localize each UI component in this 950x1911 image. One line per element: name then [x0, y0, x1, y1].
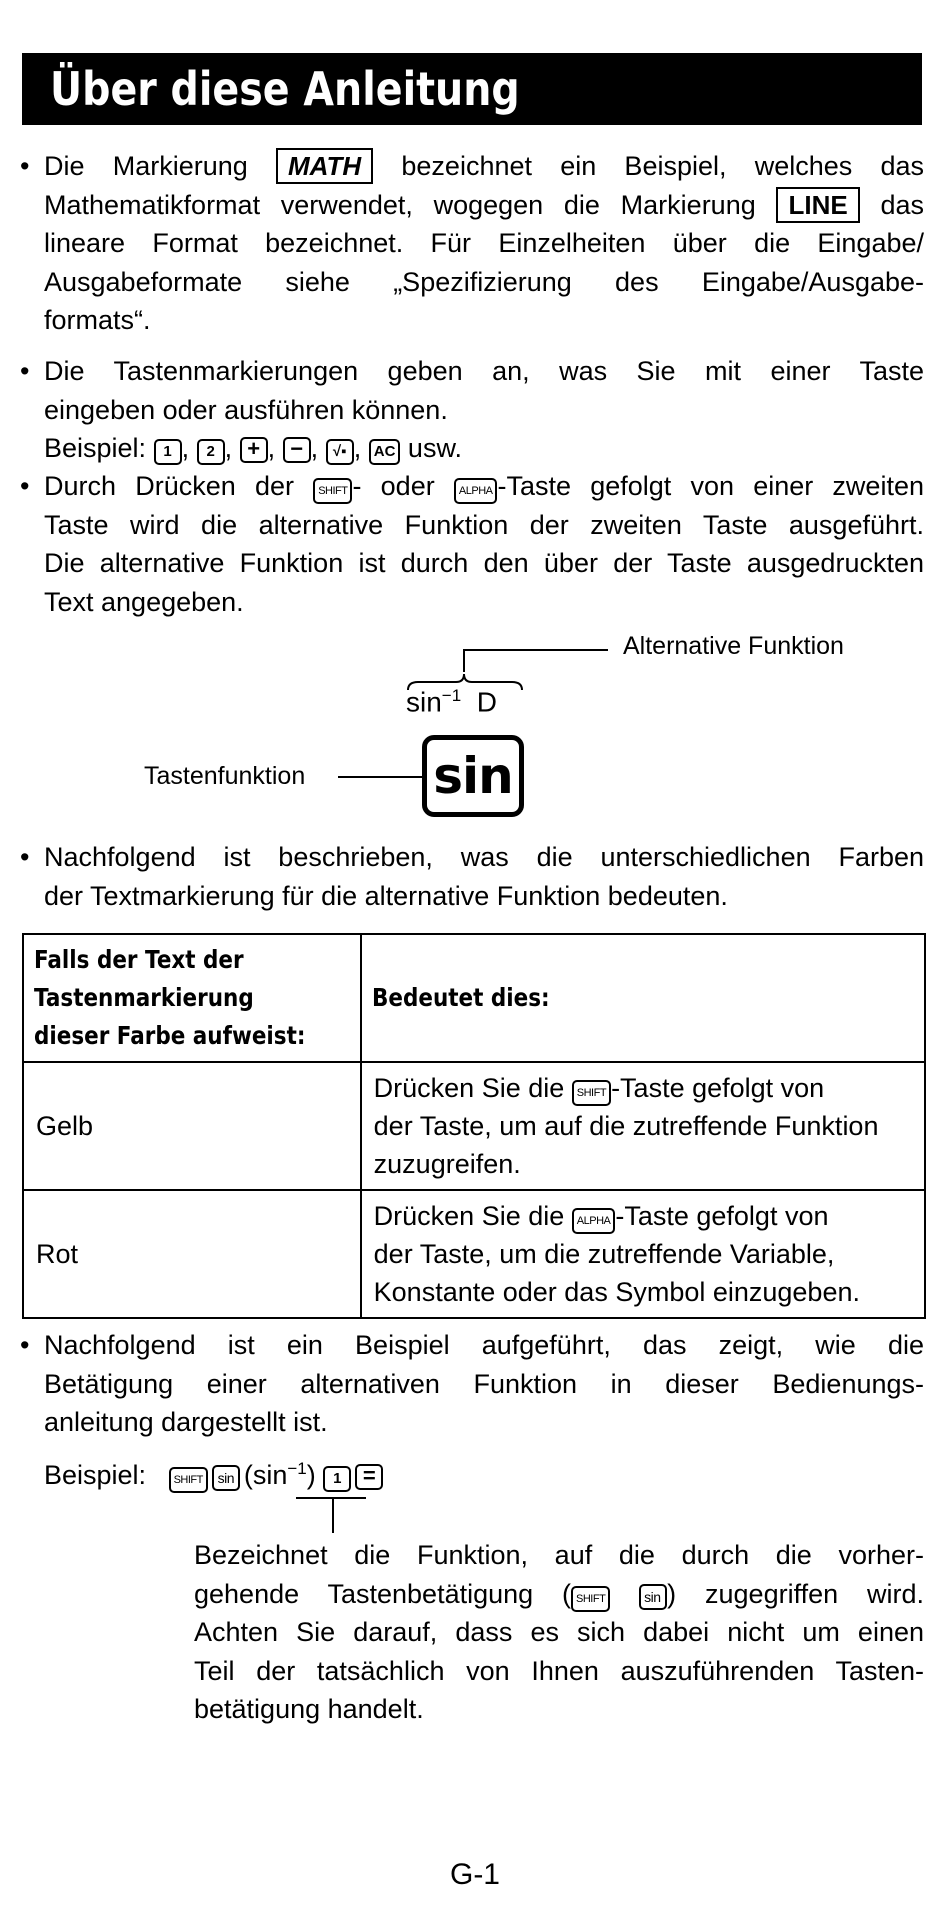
table-cell-meaning: Drücken Sie die ALPHA -Taste gefolgt von der Taste, um die zutreffende Variable, Konstante oder das Symbol einzugeben. [361, 1190, 925, 1318]
table-cell-meaning: Drücken Sie die SHIFT -Taste gefolgt von der Taste, um auf die zutreffende Funktion zuzugreifen. [361, 1062, 925, 1190]
table-header-meaning: Bedeutet dies: [361, 934, 925, 1062]
table-header-row [23, 934, 925, 1062]
key-sqrt-icon: √▪ [326, 439, 354, 465]
bullet-color-meaning: • Nachfolgend ist beschrieben, was die unterschiedlichen Farben der Textmarkierung für die alternative Funktion bedeuten. [20, 838, 924, 915]
shift-key-icon: SHIFT [572, 1080, 611, 1106]
table-row [23, 1062, 925, 1190]
key-two-icon: 2 [197, 439, 225, 465]
shift-key-icon: SHIFT [169, 1467, 208, 1493]
shift-key-icon: SHIFT [313, 478, 352, 504]
example-key-sequence: Beispiel: SHIFT $\sin (\sin^{-1}) 1$ = [44, 1459, 387, 1493]
table-cell-color: Gelb [23, 1062, 361, 1190]
key-minus-icon: − [283, 437, 311, 463]
key-one-icon: 1 [323, 1466, 351, 1492]
sin-key-small-icon: sin [212, 1465, 240, 1491]
page-number: G-1 [449, 1858, 500, 1891]
section-title: Über diese Anleitung [22, 53, 922, 125]
key-function-diagram [0, 620, 950, 840]
bullet-dot: • [20, 151, 30, 181]
bullet-dot: • [20, 471, 30, 501]
example-leader-line [332, 1497, 334, 1533]
bullet-dot: • [20, 356, 30, 386]
sin-key-small-icon: sin [639, 1584, 667, 1610]
example-description: Bezeichnet die Funktion, auf die durch die vorher- gehende Tastenbetätigung ( SHIFT sin ) zugegriffen wird. Achten Sie darauf, dass es sich dabei nicht um einen Teil der tatsächlich von Ihnen auszuführenden Tasten- betätigung handelt. [194, 1540, 924, 1724]
key-ac-icon: AC [369, 439, 401, 465]
table-cell-color: Rot [23, 1190, 361, 1318]
bullet-dot: • [20, 1330, 30, 1360]
alternative-function-label: Alternative Funktion [623, 632, 844, 660]
alpha-key-icon: ALPHA [572, 1208, 616, 1234]
example-underline [296, 1497, 366, 1499]
key-equals-icon: = [355, 1464, 383, 1490]
color-meaning-table [22, 933, 926, 1319]
key-plus-icon: + [240, 437, 268, 463]
table-row [23, 1190, 925, 1318]
alternative-function-text: $\sin^{-1} D$ [406, 686, 497, 718]
shift-key-icon: SHIFT [571, 1586, 610, 1612]
sin-key-icon: sin [422, 735, 524, 817]
line-marker: LINE [776, 187, 859, 223]
bullet-key-markings: • Die Tastenmarkierungen geben an, was Sie mit einer Taste eingeben oder ausführen können. Beispiel: 1 , 2 , + , − , √▪ , AC usw. [20, 352, 924, 468]
bullet-alternative-function: • Durch Drücken der SHIFT - oder ALPHA -Taste gefolgt von einer zweiten Taste wird die alternative Funktion der zweiten Taste ausgeführt. Die alternative Funktion ist durch den über der Taste ausgedruckten Text angegeben. [20, 467, 924, 621]
key-examples: Beispiel: 1 , 2 , + , − , √▪ , AC usw. [44, 433, 462, 463]
bullet-example-notation: • Nachfolgend ist ein Beispiel aufgeführt, das zeigt, wie die Betätigung einer alternativen Funktion in dieser Bedienungs- anleitung dargestellt ist. [20, 1326, 924, 1442]
bullet-dot: • [20, 842, 30, 872]
key-function-label: Tastenfunktion [144, 762, 306, 790]
math-marker: MATH [276, 148, 373, 184]
table-header-condition: Falls der Text der Tastenmarkierung dieser Farbe aufweist: [23, 934, 361, 1062]
alpha-key-icon: ALPHA [454, 478, 498, 504]
key-one-icon: 1 [154, 439, 182, 465]
bullet-format-markers: • Die Markierung MATH bezeichnet ein Beispiel, welches das Mathematikformat verwendet, wogegen die Markierung LINE das lineare Format bezeichnet. Für Einzelheiten über die Eingabe/ Ausgabeformate siehe „Spezifizierung des Eingabe/Ausgabe- formats“. [20, 147, 924, 340]
